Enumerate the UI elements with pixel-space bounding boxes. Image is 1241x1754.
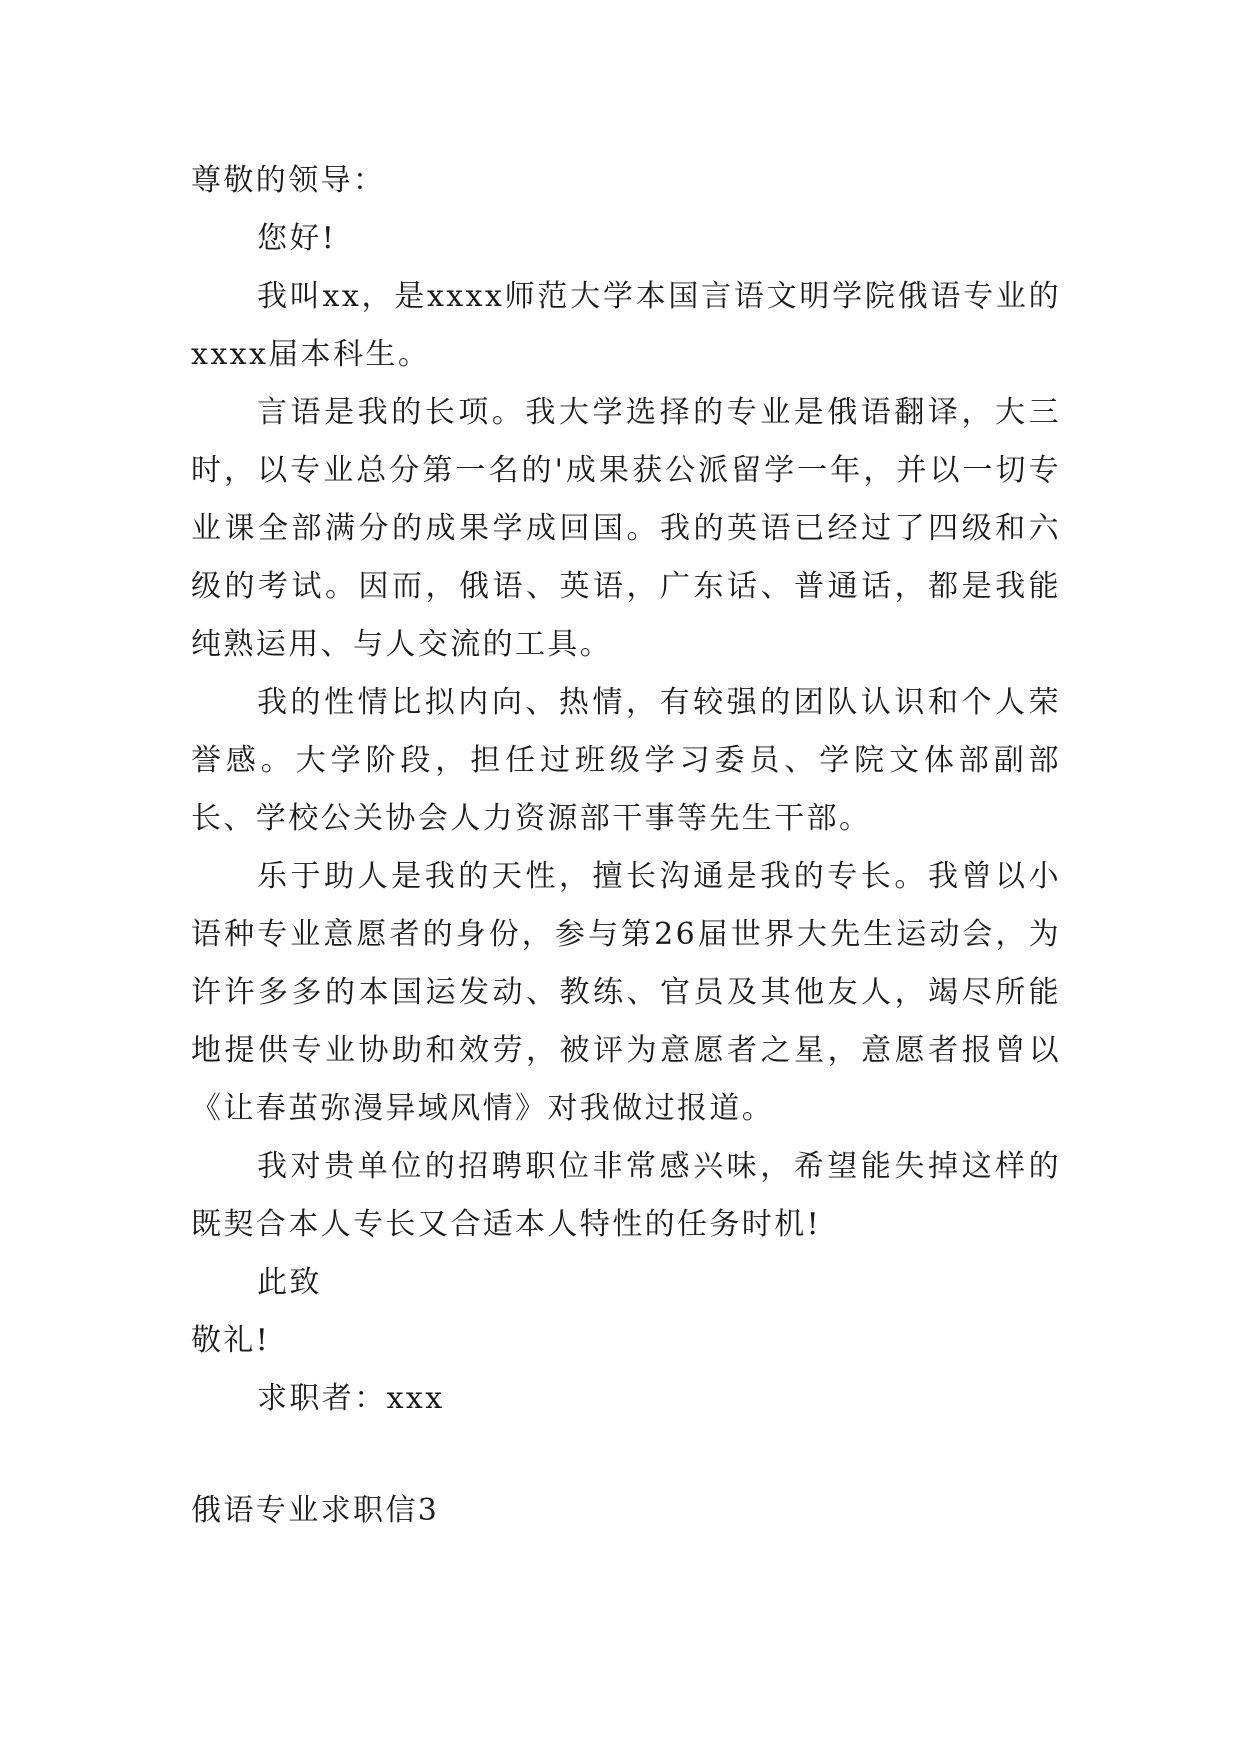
signature: 求职者：xxx — [257, 1381, 445, 1416]
cover-letter — [191, 152, 1061, 1540]
closing-line-2: 敬礼! — [191, 1323, 271, 1358]
next-section-title: 俄语专业求职信3 — [191, 1493, 440, 1528]
paragraph-interest: 我对贵单位的招聘职位非常感兴味，希望能失掉这样的既契合本人专长又合适本人特性的任务时机! — [191, 1149, 1061, 1242]
greeting: 您好! — [257, 221, 337, 256]
paragraph-language-skills: 言语是我的长项。我大学选择的专业是俄语翻译，大三时，以专业总分第一名的'成果获公派留学一年，并以一切专业课全部满分的成果学成回国。我的英语已经过了四级和六级的考试。因而，俄语、英语，广东话、普通话，都是我能纯熟运用、与人交流的工具。 — [191, 395, 1061, 662]
paragraph-volunteer: 乐于助人是我的天性，擅长沟通是我的专长。我曾以小语种专业意愿者的身份，参与第26届世界大先生运动会，为许许多多的本国运发动、教练、官员及其他友人，竭尽所能地提供专业协助和效劳，被评为意愿者之星，意愿者报曾以《让春茧弥漫异域风情》对我做过报道。 — [191, 859, 1061, 1126]
closing-line-1: 此致 — [257, 1265, 322, 1300]
paragraph-introduction: 我叫xx，是xxxx师范大学本国言语文明学院俄语专业的xxxx届本科生。 — [191, 279, 1061, 372]
paragraph-personality: 我的性情比拟内向、热情，有较强的团队认识和个人荣誉感。大学阶段，担任过班级学习委员、学院文体部副部长、学校公关协会人力资源部干事等先生干部。 — [191, 685, 1061, 836]
salutation: 尊敬的领导： — [191, 163, 386, 198]
